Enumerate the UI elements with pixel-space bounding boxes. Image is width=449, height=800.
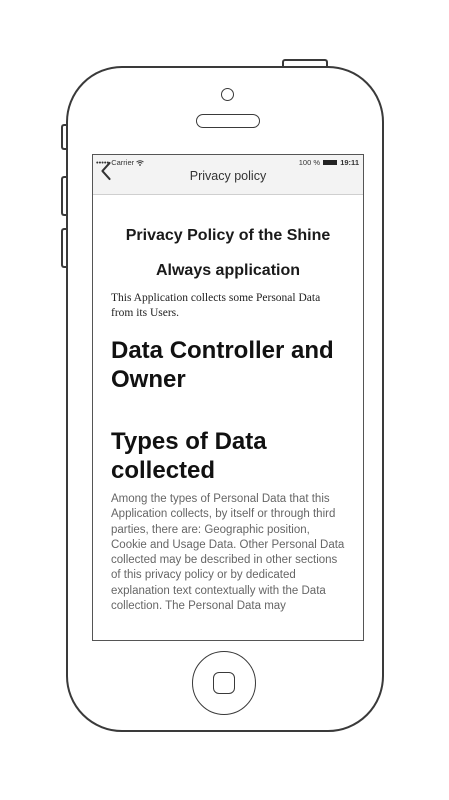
page-title-line2: Always application [155, 262, 301, 279]
page-title-line1: Privacy Policy of the Shine [125, 227, 331, 244]
intro-paragraph: This Application collects some Personal Data from its Users. [111, 292, 321, 319]
front-camera-icon [221, 88, 234, 101]
status-right [299, 158, 359, 167]
wifi-icon [136, 160, 144, 166]
section-heading-types-of-data: Types of Data collected [111, 428, 267, 484]
carrier-label: ••••• Carrier [96, 158, 144, 167]
nav-title: Privacy policy [189, 169, 267, 183]
policy-content[interactable] [93, 195, 363, 640]
navigation-bar [93, 155, 363, 195]
section-body-types-of-data: Among the types of Personal Data that this Application collects, by itself or through third parties, there are: Geographic position, Cookie and Usage Data. Other Personal Data collected may be described in other sections of this privacy policy or by dedicated explanation text contextually with the Data collection. The Personal Data may [111, 493, 345, 613]
earpiece-speaker [196, 114, 260, 128]
phone-screen [92, 154, 364, 641]
status-bar [93, 155, 363, 169]
section-heading-data-controller: Data Controller and Owner [111, 337, 334, 393]
battery-percent: 100 % [298, 158, 321, 167]
battery-icon [323, 160, 337, 165]
home-square-icon [213, 672, 235, 694]
clock: 19:11 [340, 158, 359, 167]
